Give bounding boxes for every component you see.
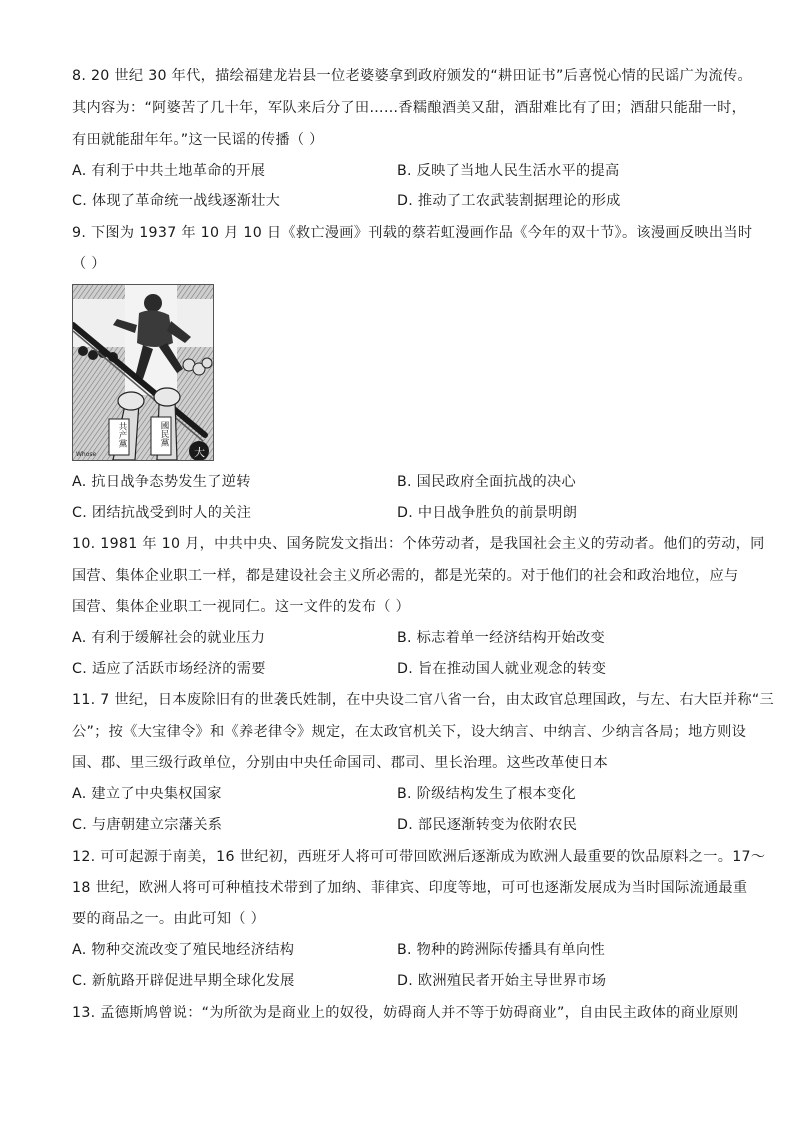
q8-option-b: B. 反映了当地人民生活水平的提高 xyxy=(397,163,620,179)
q12-option-a: A. 物种交流改变了殖民地经济结构 xyxy=(72,942,295,958)
q9-option-a: A. 抗日战争态势发生了逆转 xyxy=(72,474,251,490)
q9-stem-line2: （ ） xyxy=(72,256,106,272)
cartoon-label-communist: 共产黨 xyxy=(117,422,127,448)
q12-option-b: B. 物种的跨洲际传播具有单向性 xyxy=(397,942,605,958)
q9-cartoon-image xyxy=(72,284,214,461)
q10-option-c: C. 适应了活跃市场经济的需要 xyxy=(72,661,266,677)
q8-stem-line1: 8. 20 世纪 30 年代，描绘福建龙岩县一位老婆婆拿到政府颁发的“耕田证书”后喜悦心情的民谣广为流传。 xyxy=(72,68,752,84)
q9-stem-line1: 9. 下图为 1937 年 10 月 10 日《救亡漫画》刊载的蔡若虹漫画作品《今年的双十节》。该漫画反映出当时 xyxy=(72,225,753,241)
q10-stem-line2: 国营、集体企业职工一样，都是建设社会主义所必需的，都是光荣的。对于他们的社会和政治地位，应与 xyxy=(72,568,739,584)
q11-option-c: C. 与唐朝建立宗藩关系 xyxy=(72,817,223,833)
cartoon-signature: Whose xyxy=(76,451,97,458)
q8-option-c: C. 体现了革命统一战线逐渐壮大 xyxy=(72,193,281,209)
q11-option-b: B. 阶级结构发生了根本变化 xyxy=(397,786,577,802)
q11-stem-line2: 公”；按《大宝律令》和《养老律令》规定，在太政官机关下，设大纳言、中纳言、少纳言各局；地方则设 xyxy=(72,724,747,740)
q12-stem-line2: 18 世纪，欧洲人将可可种植技术带到了加纳、菲律宾、印度等地，可可也逐渐发展成为当时国际流通最重 xyxy=(72,880,748,896)
q12-stem-line3: 要的商品之一。由此可知（ ） xyxy=(72,911,266,927)
q9-option-b: B. 国民政府全面抗战的决心 xyxy=(397,474,577,490)
q12-option-d: D. 欧洲殖民者开始主导世界市场 xyxy=(397,973,607,989)
q10-stem-line3: 国营、集体企业职工一视同仁。这一文件的发布（ ） xyxy=(72,599,411,615)
q10-stem-line1: 10. 1981 年 10 月，中共中央、国务院发文指出：个体劳动者，是我国社会主义的劳动者。他们的劳动，同 xyxy=(72,536,765,552)
q13-stem-line1: 13. 孟德斯鸠曾说：“为所欲为是商业上的奴役，妨碍商人并不等于妨碍商业”，自由民主政体的商业原则 xyxy=(72,1005,739,1021)
q11-stem-line1: 11. 7 世纪，日本废除旧有的世袭氏姓制，在中央设二官八省一台，由太政官总理国政，与左、右大臣并称“三 xyxy=(72,692,774,708)
q11-option-a: A. 建立了中央集权国家 xyxy=(72,786,222,802)
q11-option-d: D. 部民逐渐转变为依附农民 xyxy=(397,817,578,833)
q9-option-c: C. 团结抗战受到时人的关注 xyxy=(72,505,252,521)
q8-option-a: A. 有利于中共土地革命的开展 xyxy=(72,163,266,179)
q8-stem-line2: 其内容为：“阿婆苦了几十年，军队来后分了田……香糯酿酒美又甜，酒甜难比有了田；酒甜只能甜一时， xyxy=(72,100,747,116)
q12-stem-line1: 12. 可可起源于南美，16 世纪初，西班牙人将可可带回欧洲后逐渐成为欧洲人最重要的饮品原料之一。17～ xyxy=(72,849,766,865)
svg-text:大: 大 xyxy=(194,446,205,459)
q10-option-a: A. 有利于缓解社会的就业压力 xyxy=(72,630,266,646)
q9-option-d: D. 中日战争胜负的前景明朗 xyxy=(397,505,578,521)
q10-option-b: B. 标志着单一经济结构开始改变 xyxy=(397,630,605,646)
q10-option-d: D. 旨在推动国人就业观念的转变 xyxy=(397,661,607,677)
q11-stem-line3: 国、郡、里三级行政单位，分别由中央任命国司、郡司、里长治理。这些改革使日本 xyxy=(72,755,609,771)
q8-option-d: D. 推动了工农武装割据理论的形成 xyxy=(397,193,621,209)
q8-stem-line3: 有田就能甜年年。”这一民谣的传播（ ） xyxy=(72,132,324,148)
cartoon-label-kmt: 國民黨 xyxy=(159,421,169,447)
q12-option-c: C. 新航路开辟促进早期全球化发展 xyxy=(72,973,295,989)
